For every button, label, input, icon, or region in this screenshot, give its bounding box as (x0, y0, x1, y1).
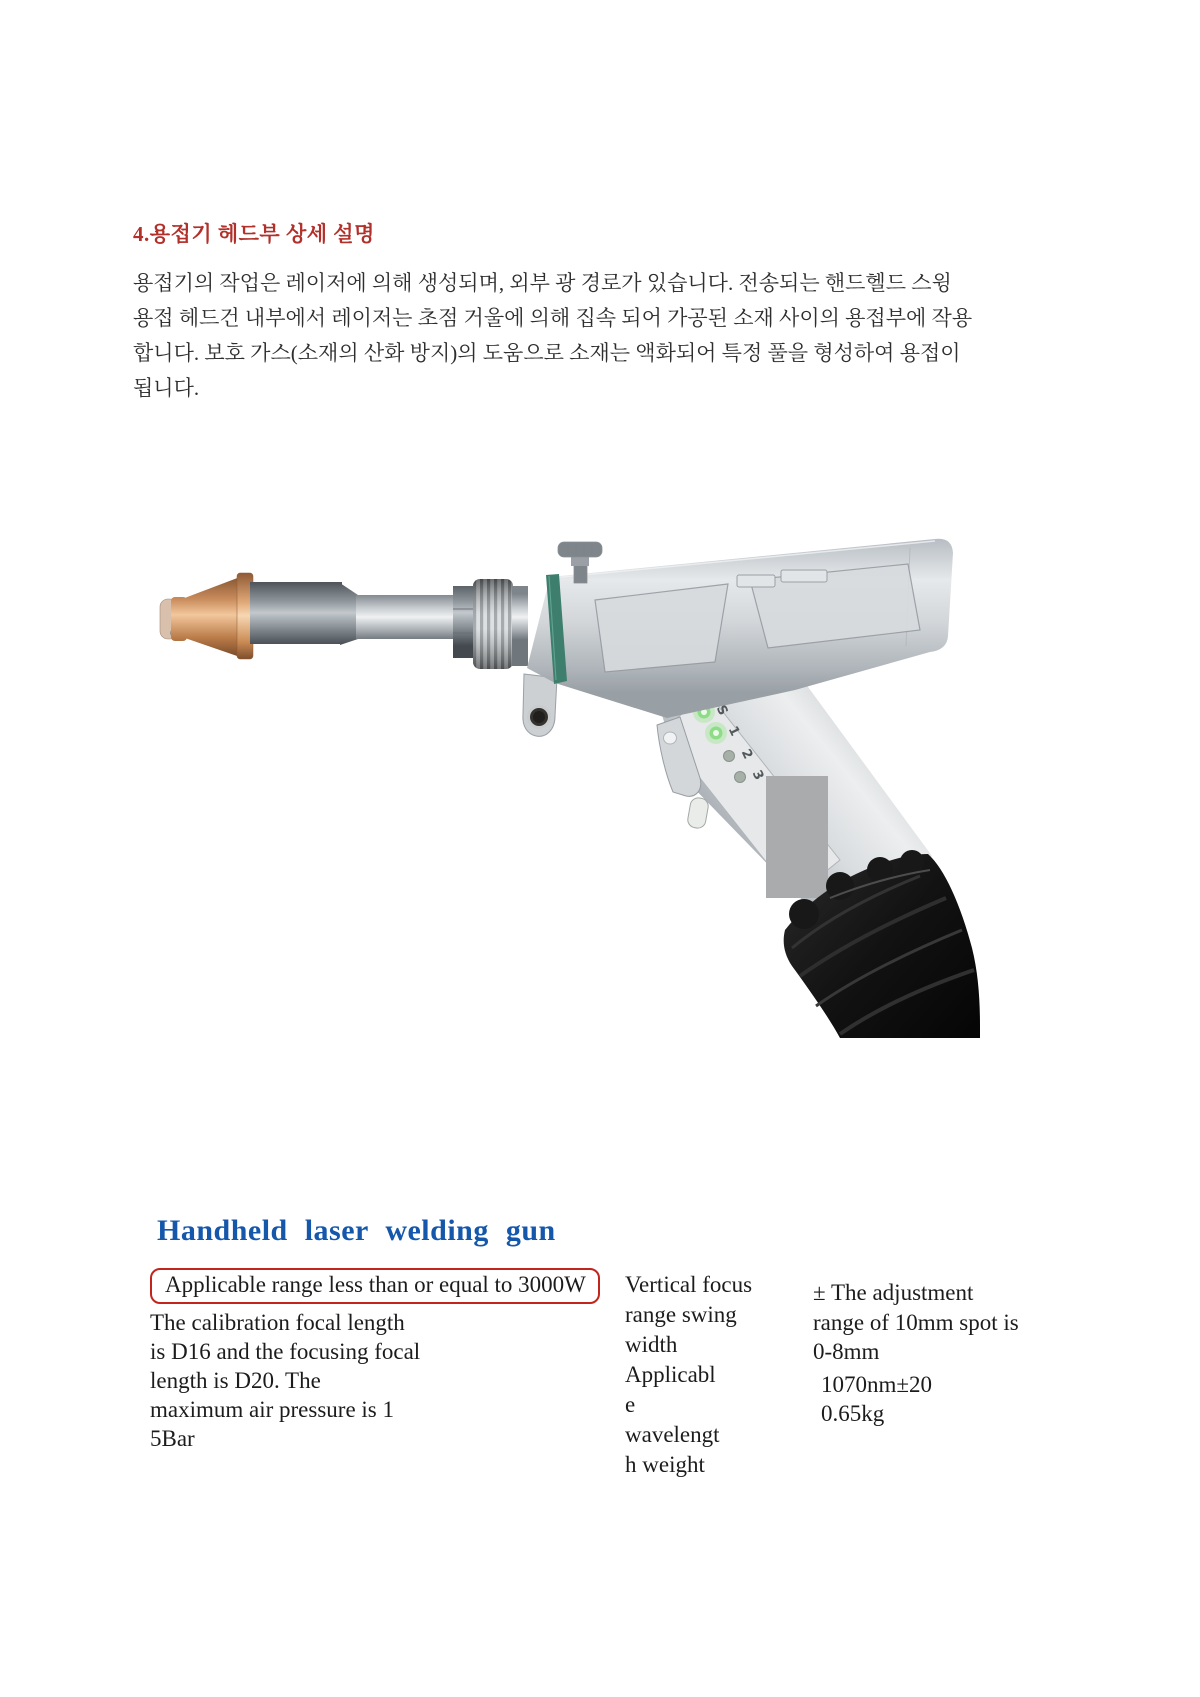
spec-line: 0.65kg (821, 1401, 885, 1426)
paragraph-line: 용접 헤드건 내부에서 레이저는 초점 거울에 의해 집속 되어 가공된 소재 사이의 용접부에 작용 (133, 306, 973, 330)
spec-column-values (813, 1278, 1083, 1429)
copper-nozzle-cone (182, 577, 240, 657)
screw-neck (571, 557, 589, 566)
spec-line: 5Bar (150, 1426, 195, 1451)
spec-column-labels (625, 1270, 785, 1480)
lug-hole-center (533, 711, 545, 723)
screw-stem (574, 565, 587, 583)
trigger-button (687, 797, 710, 830)
spec-line: 1070nm±20 (821, 1371, 933, 1397)
section-heading: 4.용접기 헤드부 상세 설명 (133, 222, 375, 246)
led-core (713, 730, 719, 736)
spec-line: The calibration focal length (150, 1310, 405, 1335)
nozzle-and-barrel (160, 573, 528, 669)
spec-line: 0-8mm (813, 1339, 880, 1364)
cable-bump (900, 850, 924, 874)
cable-bump (826, 872, 854, 900)
knurled-ring-shading (473, 579, 513, 669)
spec-line: wavelengt (625, 1422, 720, 1447)
spec-column-power (150, 1268, 630, 1453)
dark-steel-cylinder (250, 582, 342, 644)
led-label-2: 2 (737, 746, 756, 762)
steel-barrel (356, 595, 456, 639)
spec-line: Vertical focus (625, 1272, 753, 1297)
led-3-off (735, 772, 746, 783)
spec-line: e (625, 1392, 636, 1417)
spec-line: range swing (625, 1302, 737, 1327)
screw-wing (558, 542, 602, 557)
spec-line: ± The adjustment (813, 1280, 974, 1305)
spec-line: h weight (625, 1452, 705, 1477)
paragraph-line: 용접기의 작업은 레이저에 의해 생성되며, 외부 광 경로가 있습니다. 전송되는 핸드헬드 스윙 (133, 271, 952, 295)
spec-line: maximum air pressure is 1 (150, 1397, 395, 1422)
body-paragraph (133, 266, 1053, 406)
smooth-collar (512, 586, 528, 666)
top-slot (737, 575, 775, 587)
spec-line: is D16 and the focusing focal (150, 1339, 421, 1364)
gun-body (527, 539, 953, 718)
led-label-3: 3 (748, 767, 767, 783)
bracket-hole (664, 732, 677, 744)
led-label-1: 1 (724, 723, 743, 739)
steel-step (340, 583, 358, 645)
spec-line: length is D20. The (150, 1368, 321, 1393)
led-2-off (724, 751, 735, 762)
paragraph-line: 합니다. 보호 가스(소재의 산화 방지)의 도움으로 소재는 액화되어 특정 풀을 형성하여 용접이 (133, 341, 961, 365)
led-label-s: S (712, 702, 731, 718)
highlighted-spec-box: Applicable range less than or equal to 3000W (150, 1268, 600, 1304)
censor-patch (766, 776, 828, 898)
body-panel-left (595, 584, 728, 672)
top-slot (781, 570, 827, 582)
welding-gun-photo (140, 478, 980, 1043)
paragraph-line: 됩니다. (133, 376, 200, 400)
spec-line: range of 10mm spot is (813, 1309, 1019, 1335)
spec-line: width (625, 1332, 678, 1357)
cable-bump (789, 899, 819, 929)
spec-line: Applicabl (625, 1362, 716, 1387)
product-title: Handheld laser welding gun (157, 1214, 556, 1247)
